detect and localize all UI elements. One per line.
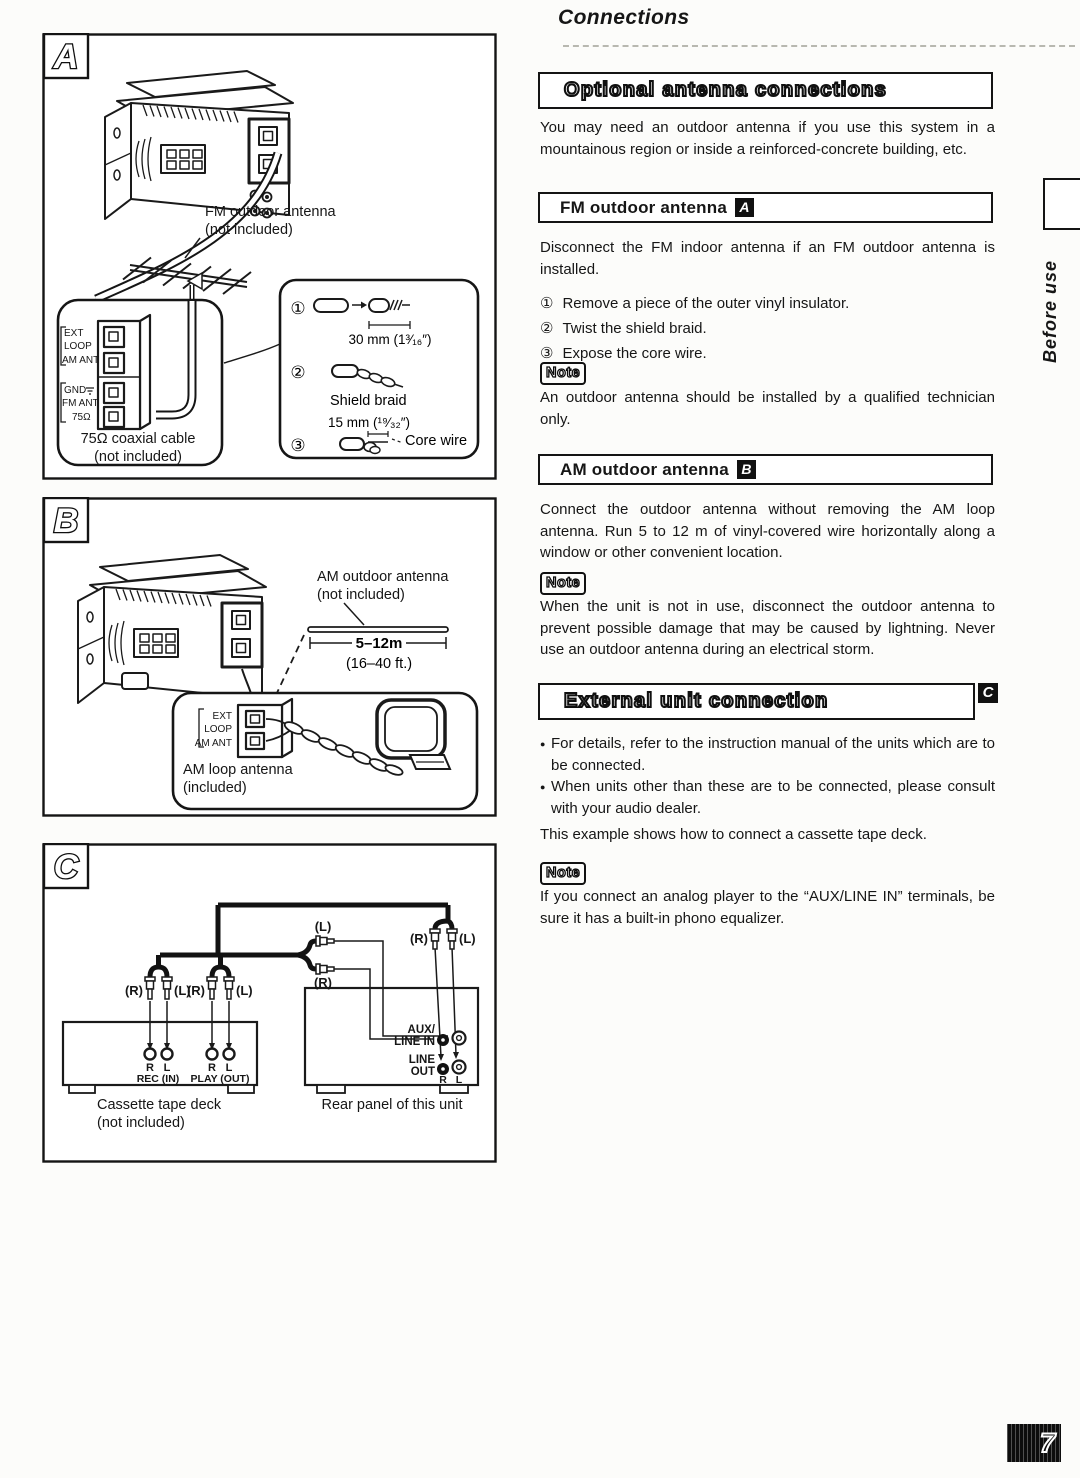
diagram-a-letter: A — [53, 38, 79, 76]
chapter-tab-box — [1043, 178, 1080, 230]
deck-jack-label-r: R — [208, 1062, 216, 1074]
terminal-label-loop: LOOP — [64, 341, 92, 352]
sidebar-chapter-label: Before use — [1040, 259, 1060, 363]
note-tag-external: Note — [540, 862, 586, 885]
diagram-a — [42, 33, 497, 480]
wire-dimension-ft: (16–40 ft.) — [345, 656, 413, 672]
external-bullet-1-text: For details, refer to the instruction manual of the units which are to be connected. — [551, 735, 995, 774]
page-title: Connections — [558, 6, 690, 29]
fm-header-badge: A — [735, 198, 754, 217]
step1-circle-number: ① — [290, 299, 306, 318]
step-2-text: Twist the shield braid. — [562, 320, 707, 337]
plug-label-r: (R) — [313, 975, 333, 990]
fm-antenna-label-line2: (not included) — [205, 222, 293, 238]
step3-circle-number: ③ — [290, 436, 306, 455]
fm-step-2 — [540, 316, 995, 341]
fm-steps — [540, 291, 995, 366]
terminal-label-fm-ant: FM ANT — [62, 398, 99, 409]
terminal-label-gnd: GND — [64, 385, 87, 396]
deck-caption-line1: Cassette tape deck — [97, 1097, 222, 1113]
deck-play-label: PLAY (OUT) — [190, 1073, 250, 1085]
external-bullets — [540, 733, 995, 819]
step3-label: Core wire — [405, 433, 468, 449]
loop-antenna-closeup — [173, 693, 477, 809]
rear-panel-caption: Rear panel of this unit — [321, 1097, 463, 1113]
step-3-text: Expose the core wire. — [562, 345, 707, 362]
title-rule — [563, 45, 1075, 47]
external-example: This example shows how to connect a cassette tape deck. — [540, 826, 927, 843]
terminal-block-icon — [238, 699, 292, 757]
plug-label-l: (L) — [174, 983, 191, 998]
external-header-label: External unit connection — [564, 690, 829, 712]
deck-caption-line2: (not included) — [97, 1115, 185, 1131]
am-note: When the unit is not in use, disconnect the outdoor antenna to prevent possible damage that may be caused by lightning. Never use an outdoor antenna during an electrical storm. — [540, 598, 995, 658]
step2-circle-number: ② — [290, 363, 306, 382]
page-number: 7 — [1039, 1427, 1055, 1458]
step-1-text: Remove a piece of the outer vinyl insulator. — [562, 295, 850, 312]
plug-label-l: (L) — [236, 983, 253, 998]
line-label-line1: LINE — [408, 1054, 435, 1066]
loop-caption-line2: (included) — [183, 780, 247, 796]
plug-label-l: (L) — [459, 931, 476, 946]
terminal-closeup — [58, 300, 222, 465]
step2-label: Shield braid — [330, 393, 407, 409]
bullet-icon: ● — [540, 739, 546, 749]
step2-dimension: 15 mm (¹⁹⁄₃₂″) — [328, 415, 411, 430]
fm-step-3 — [540, 341, 995, 366]
step-1-number: ① — [540, 295, 554, 312]
am-header-badge: B — [737, 460, 756, 479]
external-bullet-1 — [540, 733, 995, 776]
section-header-optional-label: Optional antenna connections — [564, 79, 888, 101]
coax-caption-line2: (not included) — [94, 449, 182, 465]
step1-dimension: 30 mm (1³⁄₁₆″) — [348, 332, 432, 347]
rear-jack-label-l: L — [455, 1074, 463, 1086]
deck-jack-label-l: L — [225, 1062, 233, 1074]
diagram-b-letter: B — [53, 502, 79, 540]
aux-label-line2: LINE IN — [394, 1036, 435, 1048]
terminal-block-icon — [98, 315, 150, 429]
am-loop-antenna-icon — [377, 700, 450, 769]
bullet-icon: ● — [540, 782, 546, 792]
section-header-external — [538, 683, 975, 720]
coax-caption-line1: 75Ω coaxial cable — [80, 431, 196, 447]
fm-body: Disconnect the FM indoor antenna if an FM outdoor antenna is installed. — [540, 239, 995, 278]
terminal-label-loop: LOOP — [204, 724, 232, 735]
fm-step-1 — [540, 291, 995, 316]
optional-body: You may need an outdoor antenna if you use this system in a mountainous region or inside a reinforced-concrete building, etc. — [540, 119, 995, 158]
fm-header-label: FM outdoor antenna — [560, 197, 727, 217]
step-3-number: ③ — [540, 345, 554, 362]
deck-rec-label: REC (IN) — [136, 1073, 180, 1085]
section-header-am — [538, 454, 993, 485]
note-tag-fm: Note — [540, 362, 586, 385]
plug-label-l: (L) — [314, 919, 332, 934]
external-bullet-2-text: When units other than these are to be connected, please consult with your audio dealer. — [551, 778, 995, 817]
external-note: If you connect an analog player to the “AUX/LINE IN” terminals, be sure it has a built-in phono equalizer. — [540, 888, 995, 927]
am-antenna-label-line1: AM outdoor antenna — [317, 569, 449, 585]
section-header-optional — [538, 72, 993, 109]
terminal-label-ohm: 75Ω — [72, 412, 91, 423]
terminal-label-ext: EXT — [64, 328, 84, 339]
am-body: Connect the outdoor antenna without removing the AM loop antenna. Run 5 to 12 m of vinyl-covered wire horizontally along a window or other convenient location. — [540, 501, 995, 561]
aux-label-line1: AUX/ — [407, 1024, 435, 1036]
external-header-badge: C — [978, 683, 998, 703]
rear-jack-label-r: R — [439, 1074, 447, 1086]
line-label-line2: OUT — [410, 1066, 435, 1078]
diagram-c-letter: C — [53, 848, 79, 886]
diagram-b — [42, 497, 497, 817]
plug-label-r: (R) — [409, 931, 428, 946]
fm-antenna-label-line1: FM outdoor antenna — [205, 204, 336, 220]
section-header-fm — [538, 192, 993, 223]
deck-jack-label-r: R — [146, 1062, 154, 1074]
plug-label-r: (R) — [124, 983, 143, 998]
am-antenna-label-line2: (not included) — [317, 587, 405, 603]
plug-label-r: (R) — [186, 983, 205, 998]
external-bullet-2 — [540, 776, 995, 819]
fm-note: An outdoor antenna should be installed by a qualified technician only. — [540, 389, 995, 428]
note-tag-am: Note — [540, 572, 586, 595]
deck-jack-label-l: L — [163, 1062, 171, 1074]
page-number-badge — [1007, 1424, 1061, 1462]
cable-prep-steps-panel — [280, 280, 478, 458]
terminal-label-ext: EXT — [212, 711, 232, 722]
diagram-c — [42, 843, 497, 1163]
am-header-label: AM outdoor antenna — [560, 459, 729, 479]
loop-caption-line1: AM loop antenna — [183, 762, 293, 778]
terminal-label-am-ant: AM ANT — [194, 738, 232, 749]
terminal-label-am-ant: AM ANT — [62, 355, 100, 366]
wire-dimension: 5–12m — [355, 635, 403, 652]
step-2-number: ② — [540, 320, 554, 337]
